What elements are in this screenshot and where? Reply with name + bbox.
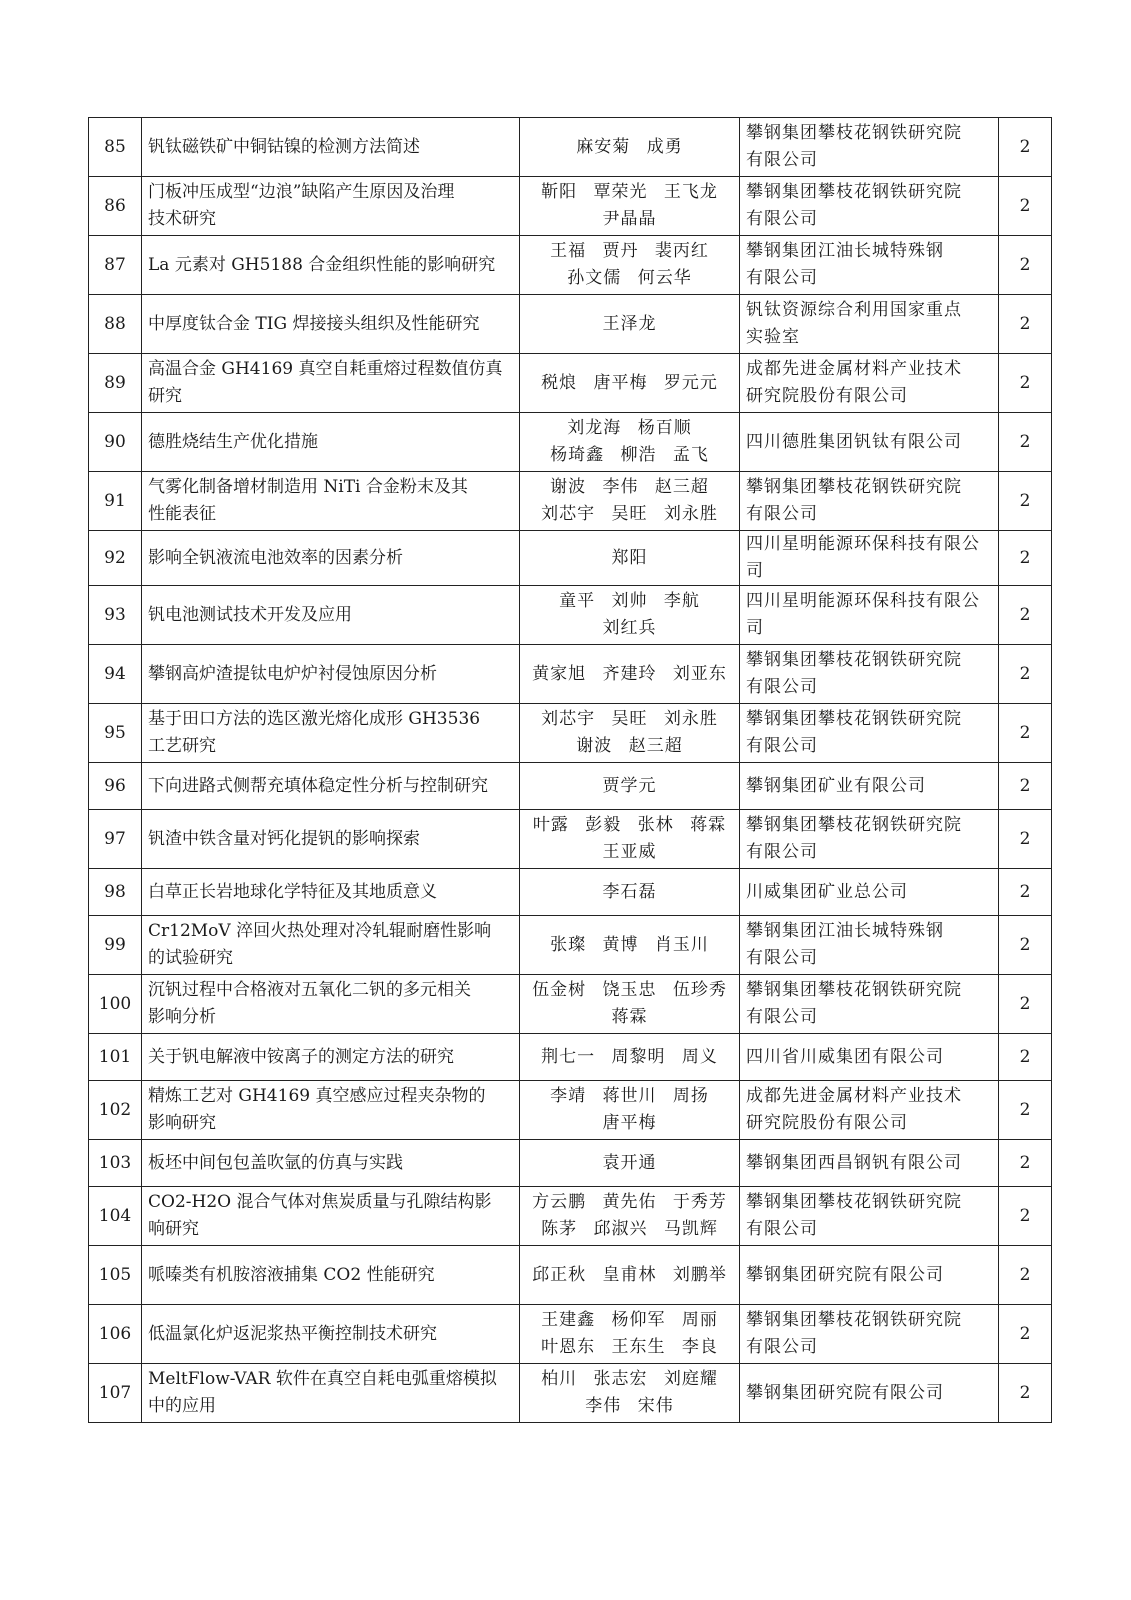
paper-authors <box>520 472 740 531</box>
paper-authors-line: 靳阳 覃荣光 王飞龙 <box>541 182 718 202</box>
paper-authors-line: 王福 贾丹 裴丙红 <box>550 241 709 261</box>
paper-authors <box>520 118 740 177</box>
table-row <box>89 1081 1052 1140</box>
paper-authors-line: 麻安菊 成勇 <box>576 136 683 157</box>
paper-title-line: Cr12MoV 淬回火热处理对冷轧辊耐磨性影响 <box>148 921 492 941</box>
paper-authors <box>520 975 740 1034</box>
table-row <box>89 472 1052 531</box>
table-row <box>89 1187 1052 1246</box>
table-row <box>89 1246 1052 1305</box>
paper-authors <box>520 236 740 295</box>
paper-authors-line: 王泽龙 <box>602 313 657 334</box>
paper-count: 2 <box>999 531 1052 586</box>
author-organization-line: 有限公司 <box>746 504 818 524</box>
paper-title-line: La 元素对 GH5188 合金组织性能的影响研究 <box>148 254 496 275</box>
paper-authors <box>520 645 740 704</box>
author-organization <box>740 763 999 810</box>
paper-title <box>142 295 520 354</box>
author-organization-line: 四川星明能源环保科技有限公司 <box>746 591 980 638</box>
paper-count: 2 <box>999 1034 1052 1081</box>
paper-count: 2 <box>999 1187 1052 1246</box>
table-row <box>89 236 1052 295</box>
author-organization-line: 四川星明能源环保科技有限公司 <box>746 534 980 581</box>
paper-authors <box>520 354 740 413</box>
paper-title-line: 下向进路式侧帮充填体稳定性分析与控制研究 <box>148 775 488 796</box>
paper-title-line: 板坯中间包包盖吹氩的仿真与实践 <box>148 1152 403 1173</box>
author-organization-line: 攀钢集团研究院有限公司 <box>746 1382 944 1403</box>
author-organization <box>740 236 999 295</box>
author-organization-line: 攀钢集团西昌钢钒有限公司 <box>746 1152 962 1173</box>
table-row <box>89 810 1052 869</box>
paper-authors-line: 刘芯宇 吴旺 刘永胜 <box>541 709 718 729</box>
author-organization-line: 研究院股份有限公司 <box>746 1113 908 1133</box>
paper-authors <box>520 1034 740 1081</box>
paper-title-line: 高温合金 GH4169 真空自耗重熔过程数值仿真研究 <box>148 359 503 406</box>
author-organization-line: 有限公司 <box>746 677 818 697</box>
author-organization-line: 有限公司 <box>746 948 818 968</box>
author-organization-line: 攀钢集团攀枝花钢铁研究院 <box>746 1310 962 1330</box>
paper-authors-line: 尹晶晶 <box>602 209 657 229</box>
author-organization <box>740 645 999 704</box>
row-number: 101 <box>89 1034 142 1081</box>
paper-authors <box>520 1305 740 1364</box>
paper-title-line: 攀钢高炉渣提钛电炉炉衬侵蚀原因分析 <box>148 663 437 684</box>
paper-count: 2 <box>999 975 1052 1034</box>
row-number: 107 <box>89 1364 142 1423</box>
table-row <box>89 975 1052 1034</box>
paper-authors <box>520 810 740 869</box>
author-organization-line: 四川德胜集团钒钛有限公司 <box>746 431 962 452</box>
paper-authors-line: 谢波 赵三超 <box>576 736 683 756</box>
author-organization <box>740 354 999 413</box>
table-row <box>89 704 1052 763</box>
paper-authors-line: 童平 刘帅 李航 <box>559 591 700 611</box>
author-organization-line: 攀钢集团攀枝花钢铁研究院 <box>746 709 962 729</box>
paper-authors-line: 李石磊 <box>602 881 657 902</box>
author-organization <box>740 1140 999 1187</box>
paper-authors-line: 王亚威 <box>602 842 657 862</box>
author-organization-line: 实验室 <box>746 327 800 347</box>
paper-authors <box>520 531 740 586</box>
paper-title <box>142 1140 520 1187</box>
author-organization-line: 钒钛资源综合利用国家重点 <box>746 300 962 320</box>
paper-title <box>142 810 520 869</box>
paper-count: 2 <box>999 354 1052 413</box>
paper-title <box>142 704 520 763</box>
paper-title-line: 哌嗪类有机胺溶液捕集 CO2 性能研究 <box>148 1264 435 1285</box>
paper-title-line: 影响全钒液流电池效率的因素分析 <box>148 547 403 568</box>
paper-title-line: 技术研究 <box>148 209 216 229</box>
paper-authors-line: 税烺 唐平梅 罗元元 <box>541 372 718 393</box>
paper-authors-line: 叶露 彭毅 张林 蒋霖 <box>532 815 727 835</box>
paper-count: 2 <box>999 645 1052 704</box>
paper-title-line: 白草正长岩地球化学特征及其地质意义 <box>148 881 437 902</box>
paper-count: 2 <box>999 704 1052 763</box>
paper-authors-line: 孙文儒 何云华 <box>567 268 692 288</box>
paper-title <box>142 1364 520 1423</box>
table-row <box>89 645 1052 704</box>
row-number: 93 <box>89 586 142 645</box>
paper-title-line: 工艺研究 <box>148 736 216 756</box>
paper-title <box>142 413 520 472</box>
row-number: 106 <box>89 1305 142 1364</box>
paper-authors-line: 张璨 黄博 肖玉川 <box>550 934 709 955</box>
paper-authors-line: 陈茅 邱淑兴 马凯辉 <box>541 1219 718 1239</box>
paper-authors <box>520 295 740 354</box>
table-row <box>89 354 1052 413</box>
row-number: 88 <box>89 295 142 354</box>
author-organization-line: 有限公司 <box>746 1337 818 1357</box>
paper-title <box>142 1034 520 1081</box>
paper-title-line: 中的应用 <box>148 1396 216 1416</box>
author-organization-line: 四川省川威集团有限公司 <box>746 1046 944 1067</box>
paper-authors-line: 李伟 宋伟 <box>585 1396 674 1416</box>
paper-title <box>142 763 520 810</box>
author-organization-line: 攀钢集团江油长城特殊钢 <box>746 921 944 941</box>
table-row <box>89 869 1052 916</box>
paper-title <box>142 531 520 586</box>
paper-authors <box>520 916 740 975</box>
table-row <box>89 1034 1052 1081</box>
paper-count: 2 <box>999 1364 1052 1423</box>
paper-title <box>142 472 520 531</box>
paper-title-line: CO2-H2O 混合气体对焦炭质量与孔隙结构影 <box>148 1192 492 1212</box>
paper-authors-line: 杨琦鑫 柳浩 孟飞 <box>550 445 709 465</box>
paper-title <box>142 975 520 1034</box>
author-organization-line: 研究院股份有限公司 <box>746 386 908 406</box>
author-organization <box>740 1305 999 1364</box>
author-organization <box>740 118 999 177</box>
row-number: 104 <box>89 1187 142 1246</box>
author-organization-line: 川威集团矿业总公司 <box>746 881 908 902</box>
author-organization <box>740 1246 999 1305</box>
paper-authors <box>520 1140 740 1187</box>
table-row <box>89 531 1052 586</box>
paper-title-line: 基于田口方法的选区激光熔化成形 GH3536 <box>148 709 481 729</box>
paper-authors-line: 柏川 张志宏 刘庭耀 <box>541 1369 718 1389</box>
paper-count: 2 <box>999 1081 1052 1140</box>
paper-title-line: 性能表征 <box>148 504 216 524</box>
row-number: 97 <box>89 810 142 869</box>
table-row <box>89 118 1052 177</box>
paper-title-line: 影响研究 <box>148 1113 216 1133</box>
paper-title-line: 关于钒电解液中铵离子的测定方法的研究 <box>148 1046 454 1067</box>
paper-authors-line: 袁开通 <box>602 1152 657 1173</box>
table-row <box>89 413 1052 472</box>
row-number: 92 <box>89 531 142 586</box>
paper-title <box>142 1081 520 1140</box>
paper-authors-line: 蒋霖 <box>611 1007 648 1027</box>
author-organization-line: 攀钢集团攀枝花钢铁研究院 <box>746 477 962 497</box>
paper-title <box>142 586 520 645</box>
table-row <box>89 586 1052 645</box>
paper-authors <box>520 763 740 810</box>
paper-title <box>142 916 520 975</box>
author-organization <box>740 586 999 645</box>
row-number: 96 <box>89 763 142 810</box>
paper-title-line: 的试验研究 <box>148 948 233 968</box>
paper-title <box>142 1187 520 1246</box>
paper-title-line: 中厚度钛合金 TIG 焊接接头组织及性能研究 <box>148 313 480 334</box>
row-number: 102 <box>89 1081 142 1140</box>
table-body <box>89 118 1052 1423</box>
author-organization <box>740 704 999 763</box>
author-organization <box>740 295 999 354</box>
paper-authors-line: 方云鹏 黄先佑 于秀芳 <box>532 1192 727 1212</box>
paper-title <box>142 1246 520 1305</box>
paper-title-line: 德胜烧结生产优化措施 <box>148 431 318 452</box>
author-organization <box>740 975 999 1034</box>
author-organization <box>740 472 999 531</box>
row-number: 100 <box>89 975 142 1034</box>
author-organization <box>740 1187 999 1246</box>
paper-count: 2 <box>999 1246 1052 1305</box>
paper-count: 2 <box>999 295 1052 354</box>
row-number: 86 <box>89 177 142 236</box>
paper-authors-line: 邱正秋 皇甫林 刘鹏举 <box>532 1264 727 1285</box>
paper-title-line: 影响分析 <box>148 1007 216 1027</box>
paper-authors <box>520 869 740 916</box>
paper-count: 2 <box>999 1140 1052 1187</box>
paper-authors <box>520 704 740 763</box>
table-row <box>89 763 1052 810</box>
paper-count: 2 <box>999 472 1052 531</box>
author-organization-line: 有限公司 <box>746 736 818 756</box>
author-organization <box>740 1364 999 1423</box>
row-number: 90 <box>89 413 142 472</box>
paper-authors-line: 叶恩东 王东生 李良 <box>541 1337 718 1357</box>
paper-count: 2 <box>999 586 1052 645</box>
paper-title-line: 精炼工艺对 GH4169 真空感应过程夹杂物的 <box>148 1086 486 1106</box>
paper-count: 2 <box>999 869 1052 916</box>
author-organization-line: 有限公司 <box>746 150 818 170</box>
author-organization-line: 有限公司 <box>746 209 818 229</box>
author-organization-line: 攀钢集团攀枝花钢铁研究院 <box>746 980 962 1000</box>
paper-authors <box>520 1187 740 1246</box>
paper-authors-line: 伍金树 饶玉忠 伍珍秀 <box>532 980 727 1000</box>
author-organization <box>740 413 999 472</box>
paper-authors <box>520 413 740 472</box>
author-organization-line: 攀钢集团江油长城特殊钢 <box>746 241 944 261</box>
paper-authors <box>520 177 740 236</box>
paper-authors <box>520 1081 740 1140</box>
paper-count: 2 <box>999 1305 1052 1364</box>
paper-title <box>142 177 520 236</box>
paper-title-line: 钒钛磁铁矿中铜钴镍的检测方法简述 <box>148 136 420 157</box>
paper-count: 2 <box>999 236 1052 295</box>
paper-authors-line: 贾学元 <box>602 775 657 796</box>
author-organization <box>740 916 999 975</box>
paper-title-line: 钒电池测试技术开发及应用 <box>148 604 352 625</box>
paper-authors-line: 刘芯宇 吴旺 刘永胜 <box>541 504 718 524</box>
paper-title-line: 低温氯化炉返泥浆热平衡控制技术研究 <box>148 1323 437 1344</box>
author-organization-line: 攀钢集团矿业有限公司 <box>746 775 926 796</box>
paper-title <box>142 354 520 413</box>
author-organization-line: 攀钢集团攀枝花钢铁研究院 <box>746 123 962 143</box>
author-organization <box>740 177 999 236</box>
table-row <box>89 1305 1052 1364</box>
paper-authors-line: 黄家旭 齐建玲 刘亚东 <box>532 663 727 684</box>
paper-authors-line: 唐平梅 <box>602 1113 657 1133</box>
author-organization-line: 攀钢集团研究院有限公司 <box>746 1264 944 1285</box>
author-organization-line: 攀钢集团攀枝花钢铁研究院 <box>746 1192 962 1212</box>
row-number: 85 <box>89 118 142 177</box>
paper-authors-line: 刘红兵 <box>602 618 657 638</box>
author-organization-line: 有限公司 <box>746 842 818 862</box>
paper-title <box>142 645 520 704</box>
paper-authors-line: 刘龙海 杨百顺 <box>567 418 692 438</box>
paper-title-line: 响研究 <box>148 1219 199 1239</box>
author-organization-line: 攀钢集团攀枝花钢铁研究院 <box>746 815 962 835</box>
row-number: 87 <box>89 236 142 295</box>
row-number: 99 <box>89 916 142 975</box>
table-row <box>89 916 1052 975</box>
row-number: 95 <box>89 704 142 763</box>
author-organization-line: 成都先进金属材料产业技术 <box>746 359 962 379</box>
author-organization-line: 成都先进金属材料产业技术 <box>746 1086 962 1106</box>
author-organization <box>740 810 999 869</box>
paper-title-line: MeltFlow-VAR 软件在真空自耗电弧重熔模拟 <box>148 1369 497 1389</box>
table-row <box>89 1364 1052 1423</box>
author-organization-line: 攀钢集团攀枝花钢铁研究院 <box>746 182 962 202</box>
paper-count: 2 <box>999 413 1052 472</box>
paper-title-line: 沉钒过程中合格液对五氧化二钒的多元相关 <box>148 980 471 1000</box>
row-number: 103 <box>89 1140 142 1187</box>
row-number: 89 <box>89 354 142 413</box>
paper-title <box>142 236 520 295</box>
paper-list-table <box>88 117 1052 1423</box>
paper-count: 2 <box>999 810 1052 869</box>
author-organization-line: 有限公司 <box>746 1219 818 1239</box>
table-row <box>89 177 1052 236</box>
paper-title-line: 气雾化制备增材制造用 NiTi 合金粉末及其 <box>148 477 468 497</box>
paper-authors-line: 荆七一 周黎明 周义 <box>541 1046 718 1067</box>
paper-count: 2 <box>999 118 1052 177</box>
author-organization-line: 有限公司 <box>746 1007 818 1027</box>
paper-count: 2 <box>999 916 1052 975</box>
paper-authors-line: 王建鑫 杨仰军 周丽 <box>541 1310 718 1330</box>
table-row <box>89 1140 1052 1187</box>
paper-title <box>142 1305 520 1364</box>
paper-count: 2 <box>999 177 1052 236</box>
paper-authors-line: 谢波 李伟 赵三超 <box>550 477 709 497</box>
paper-authors-line: 郑阳 <box>611 547 648 568</box>
paper-title <box>142 118 520 177</box>
author-organization <box>740 869 999 916</box>
paper-authors <box>520 586 740 645</box>
row-number: 105 <box>89 1246 142 1305</box>
author-organization-line: 有限公司 <box>746 268 818 288</box>
paper-authors <box>520 1246 740 1305</box>
paper-title-line: 钒渣中铁含量对钙化提钒的影响探索 <box>148 828 420 849</box>
row-number: 98 <box>89 869 142 916</box>
paper-authors <box>520 1364 740 1423</box>
paper-authors-line: 李靖 蒋世川 周扬 <box>550 1086 709 1106</box>
author-organization <box>740 1081 999 1140</box>
row-number: 91 <box>89 472 142 531</box>
paper-count: 2 <box>999 763 1052 810</box>
author-organization <box>740 1034 999 1081</box>
author-organization-line: 攀钢集团攀枝花钢铁研究院 <box>746 650 962 670</box>
table-row <box>89 295 1052 354</box>
row-number: 94 <box>89 645 142 704</box>
author-organization <box>740 531 999 586</box>
paper-title <box>142 869 520 916</box>
paper-title-line: 门板冲压成型“边浪”缺陷产生原因及治理 <box>148 182 455 202</box>
